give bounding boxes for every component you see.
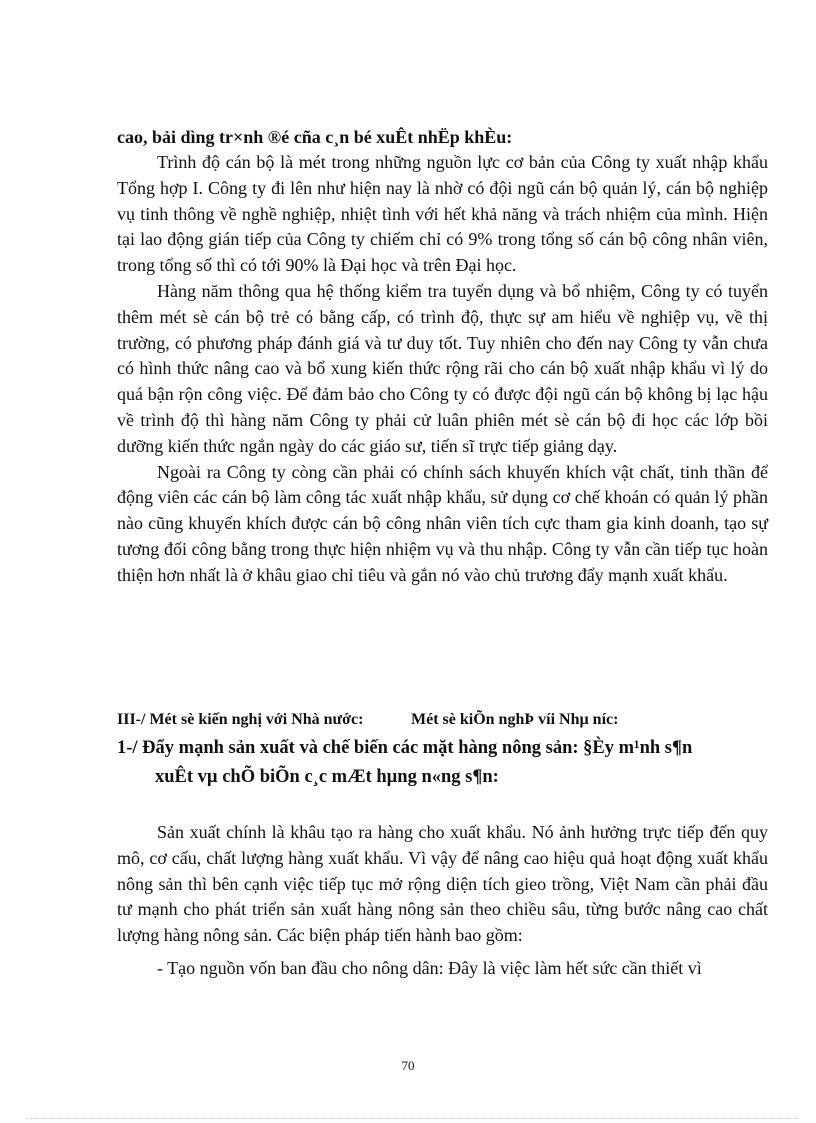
section-heading-left: III-/ Mét sè kiến nghị với Nhà nước: bbox=[117, 711, 364, 728]
body-text-bottom bbox=[117, 820, 768, 981]
subheading-line1: 1-/ Đẩy mạnh sản xuất và chế biến các mặt hàng nông sản: §Èy m¹nh s¶n bbox=[117, 738, 693, 758]
section-heading bbox=[117, 708, 768, 732]
paragraph-staff-qualification: Trình độ cán bộ là mét trong những nguồn lực cơ bản của Công ty xuất nhập khẩu Tổng hợp I. Công ty đi lên như hiện nay là nhờ có đội ngũ cán bộ quản lý, cán bộ nghiệp vụ tinh thông về nghề nghiệp, nhiệt tình với hết khả năng và trách nhiệm của mình. Hiện tại lao động gián tiếp của Công ty chiếm chỉ có 9% trong tổng số cán bộ công nhân viên, trong tổng số thì có tới 90% là Đại học và trên Đại học. bbox=[117, 152, 768, 276]
bullet-item: - Tạo nguồn vốn ban đầu cho nông dân: Đây là việc làm hết sức cần thiết vì bbox=[157, 957, 702, 978]
section-heading-right: Mét sè kiÕn nghÞ víi Nhµ níc: bbox=[411, 711, 619, 728]
heading-fragment: cao, bải dìng tr×nh ®é cña c¸n bé xuÊt nhËp khÈu: bbox=[117, 127, 513, 147]
subheading bbox=[117, 734, 768, 792]
page-bottom-divider bbox=[26, 1118, 798, 1119]
paragraph-recruitment: Hàng năm thông qua hệ thống kiểm tra tuyển dụng và bổ nhiệm, Công ty có tuyển thêm mét sè cán bộ trẻ có bằng cấp, có trình độ, thực sự am hiểu về nghiệp vụ, về thị trường, có phương pháp đánh giá và tư duy tốt. Tuy nhiên cho đến nay Công ty vẫn chưa có hình thức nâng cao và bổ xung kiến thức rộng rãi cho cán bộ xuất nhập khẩu vì lý do quá bận rộn công việc. Để đảm bảo cho Công ty có được đội ngũ cán bộ không bị lạc hậu về trình độ thì hàng năm Công ty phải cử luân phiên mét sè cán bộ đi học các lớp bồi dưỡng kiến thức ngắn ngày do các giáo sư, tiến sĩ trực tiếp giảng dạy. bbox=[117, 280, 768, 456]
paragraph-production: Sản xuất chính là khâu tạo ra hàng cho xuất khẩu. Nó ảnh hưởng trực tiếp đến quy mô, cơ cấu, chất lượng hàng xuất khẩu. Vì vậy để nâng cao hiệu quả hoạt động xuất khẩu nông sản thì bên cạnh việc tiếp tục mở rộng diện tích gieo trồng, Việt Nam cần phải đầu tư mạnh cho phát triển sản xuất hàng nông sản theo chiều sâu, từng bước nâng cao chất lượng hàng nông sản. Các biện pháp tiến hành bao gồm: bbox=[117, 822, 768, 946]
subheading-line2: xuÊt vµ chÕ biÕn c¸c mÆt hµng n«ng s¶n: bbox=[155, 767, 499, 787]
paragraph-incentives: Ngoài ra Công ty còng cần phải có chính sách khuyến khích vật chất, tinh thần để động viên các cán bộ làm công tác xuất nhập khẩu, sử dụng cơ chế khoán có quản lý phần nào cũng khuyến khích được cán bộ công nhân viên tích cực tham gia kinh doanh, tạo sự tương đối công bằng trong thực hiện nhiệm vụ và thu nhập. Công ty vẫn cần tiếp tục hoàn thiện hơn nhất là ở khâu giao chỉ tiêu và gắn nó vào chủ trương đẩy mạnh xuất khẩu. bbox=[117, 461, 768, 585]
body-text-top bbox=[117, 124, 768, 589]
page-number: 70 bbox=[401, 1058, 415, 1073]
